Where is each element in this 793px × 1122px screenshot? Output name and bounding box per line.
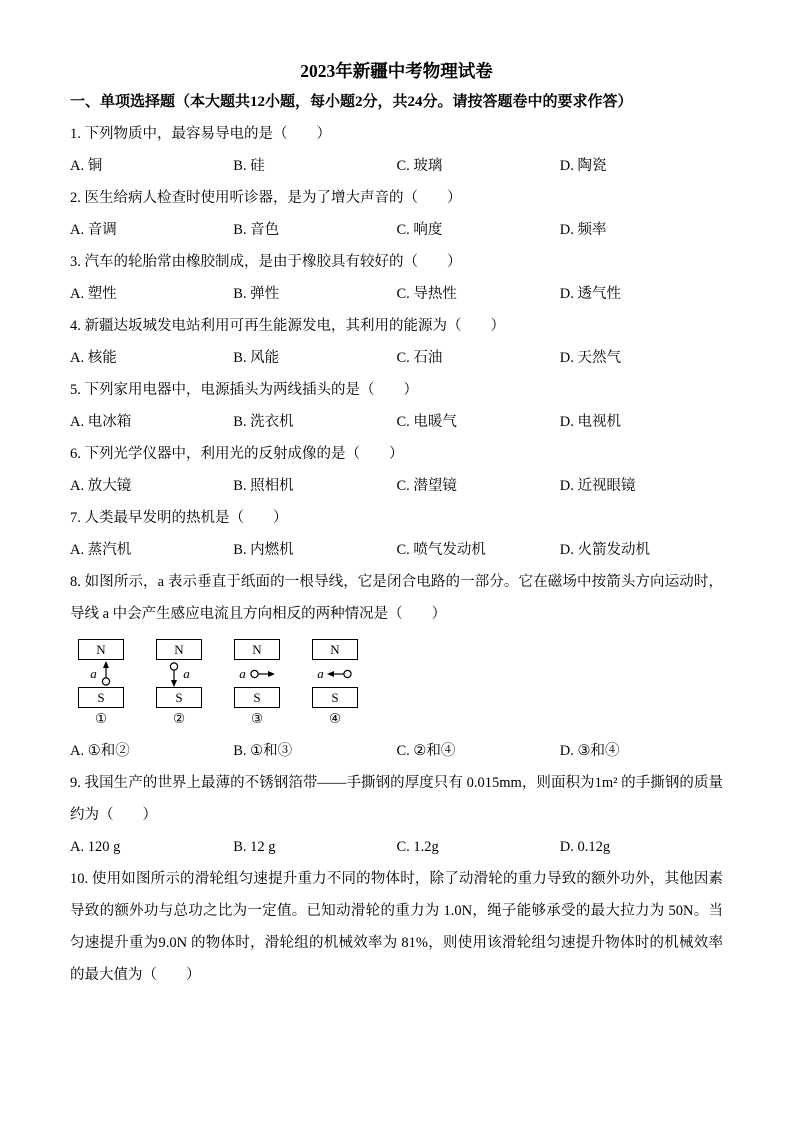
wire-label: a (90, 666, 97, 681)
north-pole-box: N (78, 639, 124, 660)
wire-down-arrow-icon (168, 661, 180, 687)
question-9 (70, 767, 723, 863)
section-heading: 一、单项选择题（本大题共12小题，每小题2分，共24分。请按答题卷中的要求作答） (70, 94, 633, 110)
question-9-options (70, 831, 723, 863)
option-d: D. 电视机 (559, 414, 621, 430)
option-a: A. ①和② (70, 742, 130, 759)
question-9-stem: 9. 我国生产的世界上最薄的不锈钢箔带——手撕钢的厚度只有 0.015mm，则面积为1m² 的手撕钢的质量约为（ ） (70, 774, 723, 823)
wire-right-arrow-icon (249, 668, 275, 680)
option-d: D. 天然气 (559, 350, 621, 366)
question-8-figure (70, 630, 723, 735)
wire-symbol-left (317, 660, 353, 687)
option-a: A. 电冰箱 (70, 414, 132, 430)
diagram-number: ③ (250, 711, 264, 726)
question-2-stem: 2. 医生给病人检查时使用听诊器，是为了增大声音的（ ） (70, 190, 462, 206)
question-3 (70, 246, 723, 310)
option-c: C. 石油 (396, 350, 443, 366)
option-d: D. 透气性 (559, 286, 621, 302)
wire-symbol-up (90, 660, 112, 687)
question-6 (70, 438, 723, 502)
option-c: C. ②和④ (396, 742, 456, 759)
option-a: A. 塑性 (70, 286, 117, 302)
option-d: D. ③和④ (559, 742, 620, 759)
south-pole-box: S (312, 687, 358, 708)
magnet-diagram-1 (74, 639, 128, 726)
option-d: D. 近视眼镜 (559, 478, 636, 494)
south-pole-box: S (78, 687, 124, 708)
question-7-options (70, 534, 723, 566)
option-c: C. 响度 (396, 222, 443, 238)
option-a: A. 音调 (70, 222, 117, 238)
option-b: B. 弹性 (233, 286, 280, 302)
question-6-stem: 6. 下列光学仪器中，利用光的反射成像的是（ ） (70, 446, 404, 462)
option-c: C. 潜望镜 (396, 478, 457, 494)
wire-up-arrow-icon (100, 661, 112, 687)
question-8-stem: 8. 如图所示，a 表示垂直于纸面的一根导线，它是闭合电路的一部分。它在磁场中按箭头方向运动时，导线 a 中会产生感应电流且方向相反的两种情况是（ ） (70, 574, 723, 622)
wire-symbol-right (239, 660, 275, 687)
question-10 (70, 863, 723, 991)
option-b: B. 内燃机 (233, 542, 294, 558)
option-d: D. 火箭发动机 (559, 542, 650, 558)
option-b: B. 照相机 (233, 478, 294, 494)
question-4-stem: 4. 新疆达坂城发电站利用可再生能源发电，其利用的能源为（ ） (70, 318, 505, 334)
question-3-stem: 3. 汽车的轮胎常由橡胶制成，是由于橡胶具有较好的（ ） (70, 254, 462, 270)
option-c: C. 导热性 (396, 286, 457, 302)
option-b: B. ①和③ (233, 742, 293, 759)
question-3-options (70, 278, 723, 310)
diagram-number: ② (172, 711, 186, 726)
wire-symbol-down (168, 660, 190, 687)
wire-label: a (239, 666, 246, 681)
option-b: B. 音色 (233, 222, 280, 238)
south-pole-box: S (234, 687, 280, 708)
magnet-diagram-4 (308, 639, 362, 726)
north-pole-box: N (156, 639, 202, 660)
option-b: B. 硅 (233, 158, 265, 174)
question-7-stem: 7. 人类最早发明的热机是（ ） (70, 510, 288, 526)
option-d: D. 0.12g (559, 838, 611, 855)
question-7 (70, 502, 723, 566)
question-5-stem: 5. 下列家用电器中，电源插头为两线插头的是（ ） (70, 382, 418, 398)
option-d: D. 频率 (559, 222, 607, 238)
question-1-options (70, 150, 723, 182)
option-c: C. 玻璃 (396, 158, 443, 174)
wire-left-arrow-icon (327, 668, 353, 680)
question-5 (70, 374, 723, 438)
option-b: B. 12 g (233, 838, 276, 855)
question-10-stem: 10. 使用如图所示的滑轮组匀速提升重力不同的物体时，除了动滑轮的重力导致的额外功外，其他因素导致的额外功与总功之比为一定值。已知动滑轮的重力为 1.0N，绳子能够承受的最大拉力为 50N。当匀速提升重为9.0N 的物体时，滑轮组的机械效率为 81%，则使用该滑轮组匀速提升物体时的机械效率的最大值为（ ） (70, 870, 723, 983)
question-8 (70, 566, 723, 767)
question-1-stem: 1. 下列物质中，最容易导电的是（ ） (70, 126, 331, 142)
option-b: B. 洗衣机 (233, 414, 294, 430)
option-c: C. 1.2g (396, 838, 439, 855)
option-c: C. 喷气发动机 (396, 542, 486, 558)
question-1 (70, 118, 723, 182)
magnet-diagram-3 (230, 639, 284, 726)
option-a: A. 核能 (70, 350, 117, 366)
option-c: C. 电暖气 (396, 414, 457, 430)
north-pole-box: N (312, 639, 358, 660)
diagram-number: ① (94, 711, 108, 726)
question-2 (70, 182, 723, 246)
option-d: D. 陶瓷 (559, 158, 607, 174)
page-title: 2023年新疆中考物理试卷 (300, 61, 493, 81)
diagram-number: ④ (328, 711, 342, 726)
north-pole-box: N (234, 639, 280, 660)
magnet-diagram-2 (152, 639, 206, 726)
option-a: A. 铜 (70, 158, 103, 174)
south-pole-box: S (156, 687, 202, 708)
question-8-options (70, 735, 723, 767)
option-a: A. 放大镜 (70, 478, 132, 494)
wire-label: a (317, 666, 324, 681)
question-5-options (70, 406, 723, 438)
option-a: A. 120 g (70, 838, 121, 855)
option-b: B. 风能 (233, 350, 280, 366)
question-4-options (70, 342, 723, 374)
question-4 (70, 310, 723, 374)
question-6-options (70, 470, 723, 502)
question-2-options (70, 214, 723, 246)
wire-label: a (183, 666, 190, 681)
option-a: A. 蒸汽机 (70, 542, 132, 558)
